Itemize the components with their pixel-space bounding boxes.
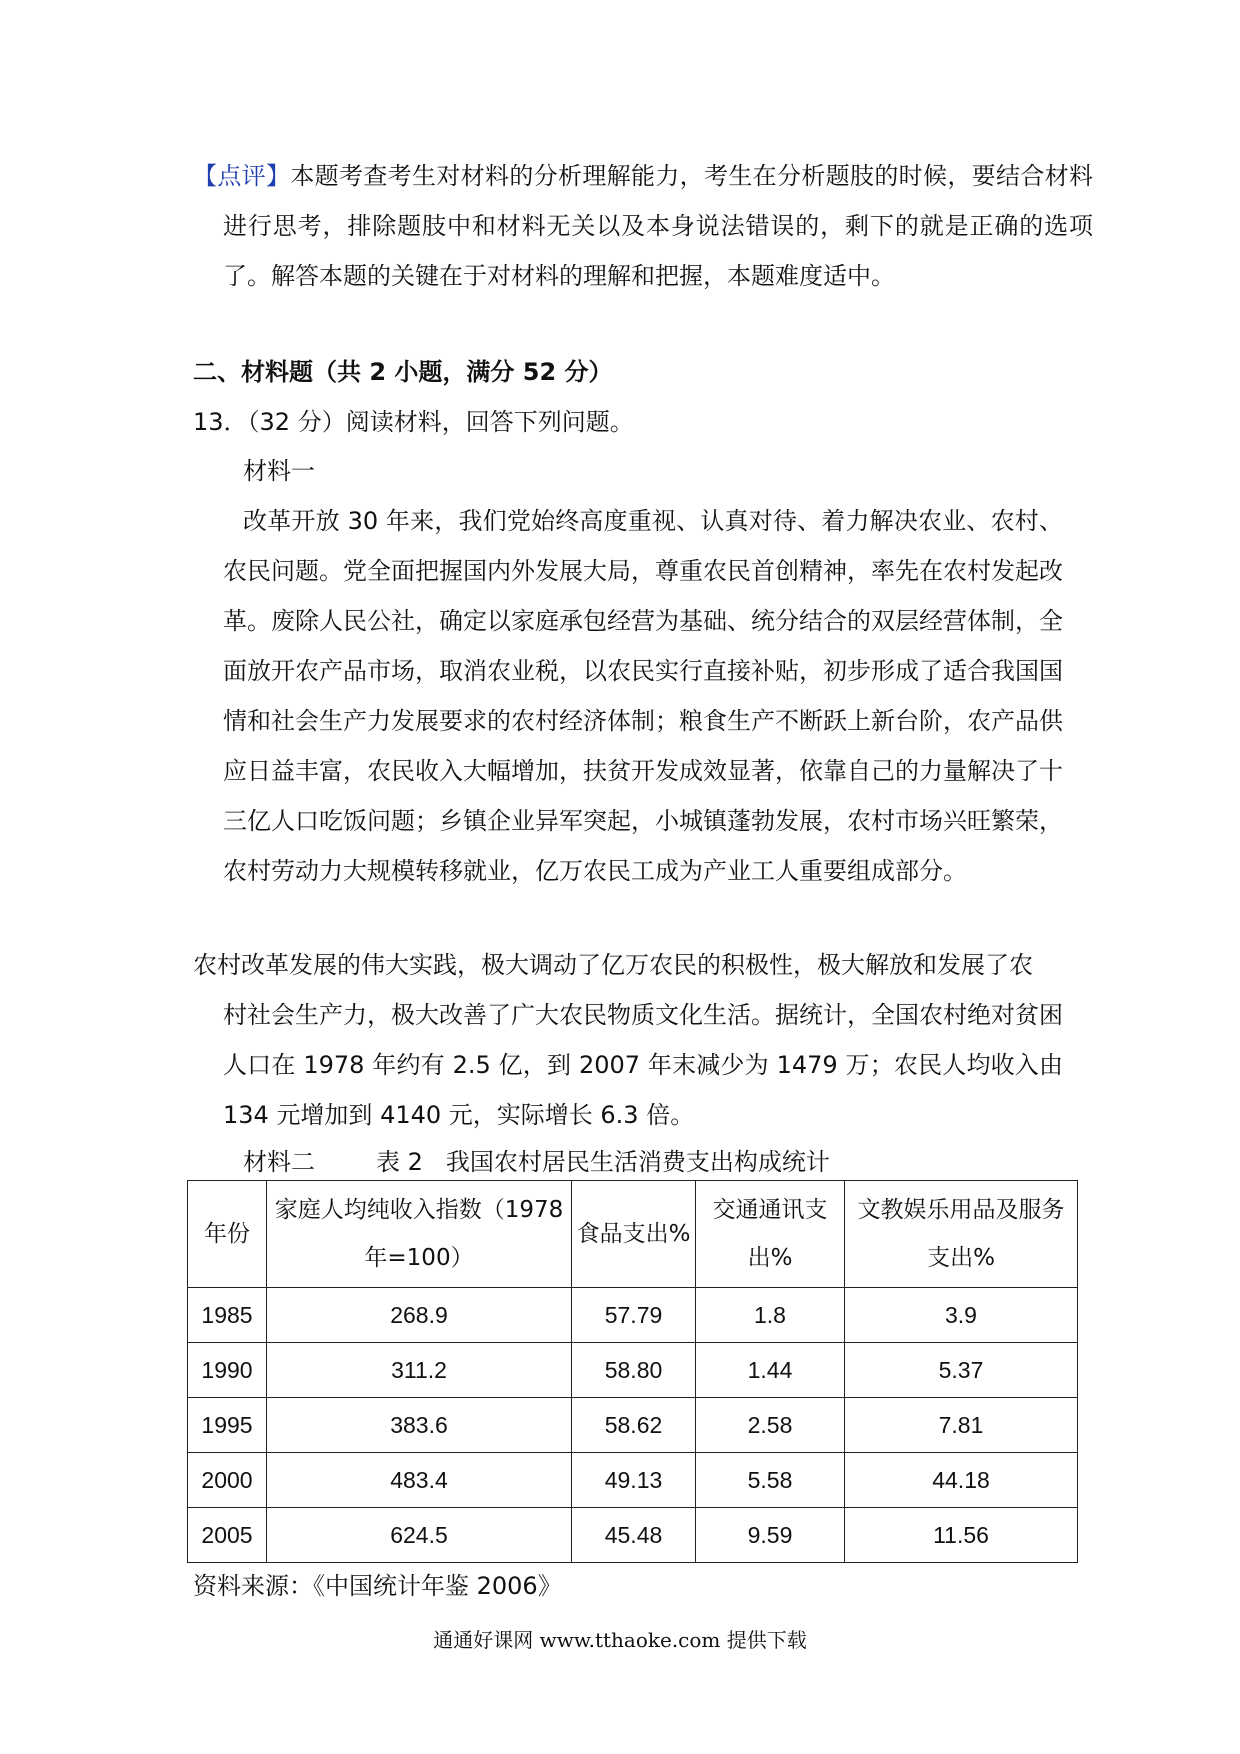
- cell-education: 7.81: [845, 1398, 1078, 1453]
- cell-education: 5.37: [845, 1343, 1078, 1398]
- material1b-lead: 农村改革发展的伟大实践，极大调动了亿万农民的积极性，极大解放和发展了农: [193, 951, 1033, 979]
- material2-label: 材料二: [243, 1148, 315, 1176]
- cell-income: 383.6: [267, 1398, 572, 1453]
- header-income: 家庭人均纯收入指数（1978 年=100）: [267, 1181, 572, 1288]
- cell-year: 1990: [188, 1343, 267, 1398]
- cell-education: 11.56: [845, 1508, 1078, 1563]
- table-row: [188, 1453, 1078, 1508]
- cell-transport: 9.59: [696, 1508, 845, 1563]
- header-education: 文教娱乐用品及服务支出%: [845, 1181, 1078, 1288]
- table-row: [188, 1508, 1078, 1563]
- cell-education: 44.18: [845, 1453, 1078, 1508]
- question-title: 13．（32 分）阅读材料，回答下列问题。: [193, 408, 634, 436]
- cell-income: 624.5: [267, 1508, 572, 1563]
- cell-year: 2005: [188, 1508, 267, 1563]
- cell-transport: 2.58: [696, 1398, 845, 1453]
- table-row: [188, 1398, 1078, 1453]
- table-row: [188, 1288, 1078, 1343]
- comment-label: 【点评】: [193, 162, 291, 190]
- consumption-table: [187, 1180, 1078, 1563]
- section-title: 二、材料题（共 2 小题，满分 52 分）: [193, 358, 613, 386]
- cell-food: 58.62: [572, 1398, 696, 1453]
- cell-year: 1985: [188, 1288, 267, 1343]
- material1b-rest: 村社会生产力，极大改善了广大农民物质文化生活。据统计，全国农村绝对贫困人口在 1978 年约有 2.5 亿，到 2007 年末减少为 1479 万；农民人均收入由 134 元增加到 4140 元，实际增长 6.3 倍。: [223, 1001, 1063, 1129]
- cell-income: 311.2: [267, 1343, 572, 1398]
- header-food: 食品支出%: [572, 1181, 696, 1288]
- table-row: [188, 1343, 1078, 1398]
- cell-transport: 5.58: [696, 1453, 845, 1508]
- header-transport: 交通通讯支出%: [696, 1181, 845, 1288]
- cell-year: 2000: [188, 1453, 267, 1508]
- cell-food: 58.80: [572, 1343, 696, 1398]
- comment-paragraph: [193, 151, 1093, 301]
- table-header-row: [188, 1181, 1078, 1288]
- cell-food: 57.79: [572, 1288, 696, 1343]
- cell-income: 268.9: [267, 1288, 572, 1343]
- cell-food: 45.48: [572, 1508, 696, 1563]
- cell-transport: 1.44: [696, 1343, 845, 1398]
- data-source: 资料来源：《中国统计年鉴 2006》: [193, 1572, 562, 1600]
- page-footer: 通通好课网 www.tthaoke.com 提供下载: [433, 1628, 807, 1652]
- material1-text: 改革开放 30 年来，我们党始终高度重视、认真对待、着力解决农业、农村、农民问题。党全面把握国内外发展大局，尊重农民首创精神，率先在农村发起改革。废除人民公社，确定以家庭承包经营为基础、统分结合的双层经营体制，全面放开农产品市场，取消农业税，以农民实行直接补贴，初步形成了适合我国国情和社会生产力发展要求的农村经济体制；粮食生产不断跃上新台阶，农产品供应日益丰富，农民收入大幅增加，扶贫开发成效显著，依靠自己的力量解决了十三亿人口吃饭问题；乡镇企业异军突起，小城镇蓬勃发展，农村市场兴旺繁荣，农村劳动力大规模转移就业，亿万农民工成为产业工人重要组成部分。: [223, 507, 1063, 885]
- cell-income: 483.4: [267, 1453, 572, 1508]
- table-caption: 表 2 我国农村居民生活消费支出构成统计: [376, 1148, 830, 1176]
- header-year: 年份: [188, 1181, 267, 1288]
- table-caption-line: [243, 1142, 830, 1182]
- cell-transport: 1.8: [696, 1288, 845, 1343]
- material1-label: 材料一: [243, 457, 315, 485]
- cell-food: 49.13: [572, 1453, 696, 1508]
- comment-text: 本题考查考生对材料的分析理解能力，考生在分析题肢的时候，要结合材料进行思考，排除题肢中和材料无关以及本身说法错误的，剩下的就是正确的选项了。解答本题的关键在于对材料的理解和把握，本题难度适中。: [223, 162, 1094, 290]
- cell-year: 1995: [188, 1398, 267, 1453]
- material1b-paragraph: [193, 940, 1063, 1140]
- cell-education: 3.9: [845, 1288, 1078, 1343]
